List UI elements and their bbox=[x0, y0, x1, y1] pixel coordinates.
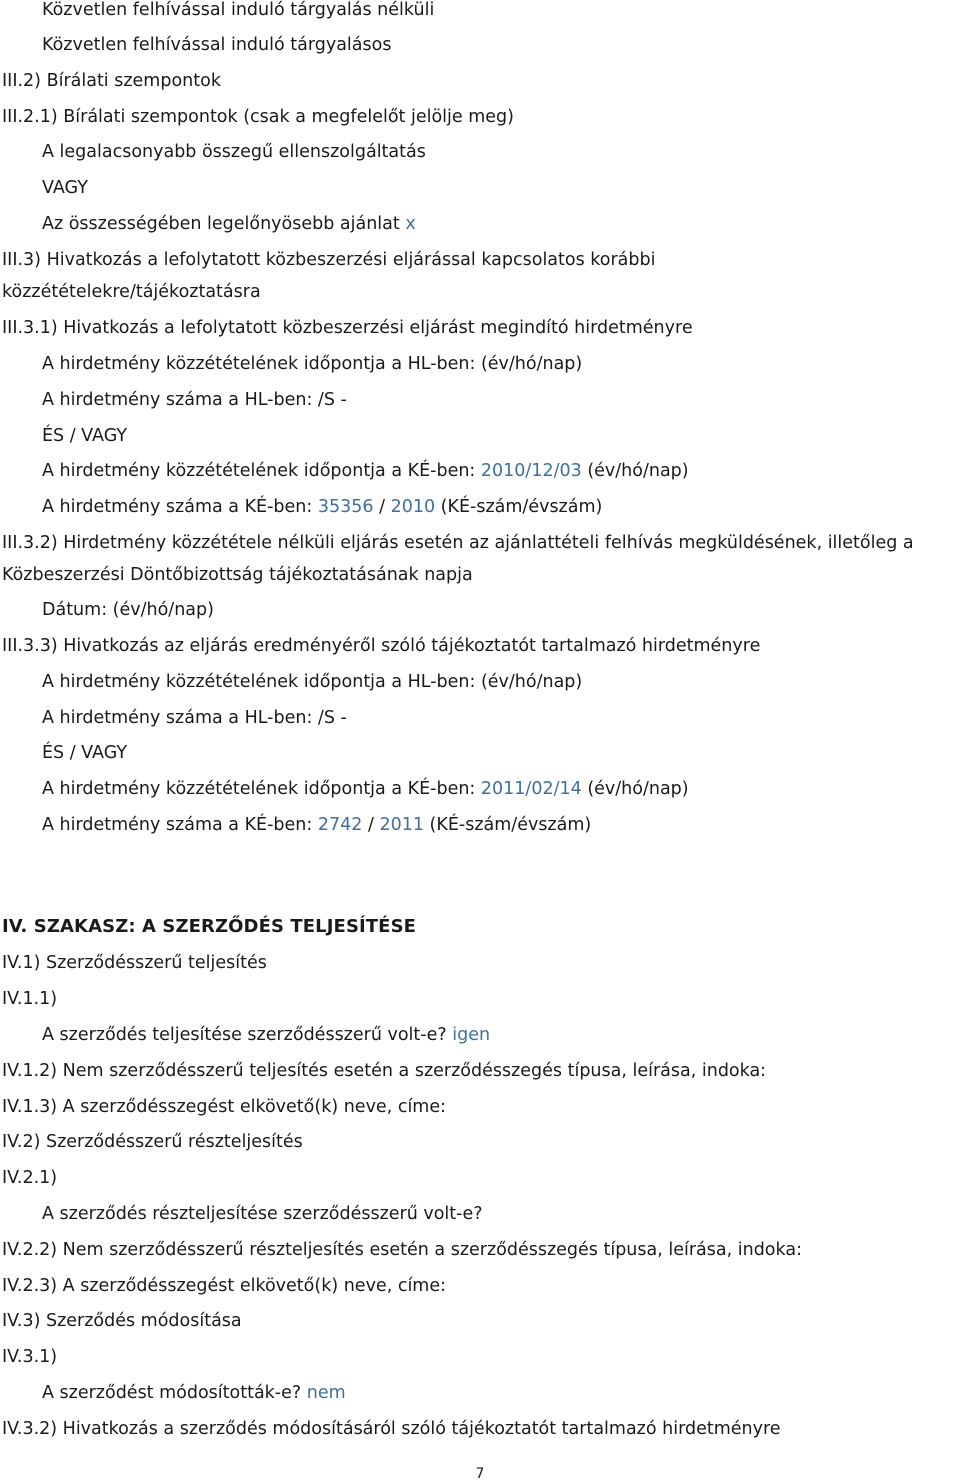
line-text: (KÉ-szám/évszám) bbox=[423, 815, 592, 835]
line-text: IV.2.3) A szerződésszegést elkövető(k) neve, címe: bbox=[2, 1276, 447, 1296]
filled-value: 2011/02/14 bbox=[480, 779, 582, 799]
document-line bbox=[42, 28, 958, 62]
document-line bbox=[42, 665, 958, 699]
line-text: ÉS / VAGY bbox=[42, 743, 128, 763]
document-line bbox=[2, 64, 958, 98]
filled-value: 2742 bbox=[317, 815, 363, 835]
document-line bbox=[2, 526, 958, 560]
line-text: / bbox=[373, 497, 391, 517]
document-line bbox=[2, 946, 958, 980]
line-text: (év/hó/nap) bbox=[581, 779, 689, 799]
line-text: ÉS / VAGY bbox=[42, 426, 128, 446]
document-line bbox=[2, 1340, 958, 1374]
document-line bbox=[2, 629, 958, 663]
document-line bbox=[42, 701, 958, 735]
line-text: IV.3.1) bbox=[2, 1347, 58, 1367]
document-line bbox=[2, 982, 958, 1016]
line-text: III.2) Bírálati szempontok bbox=[2, 71, 221, 91]
line-text: III.3.3) Hivatkozás az eljárás eredményéről szóló tájékoztatót tartalmazó hirdetményre bbox=[2, 636, 761, 656]
document-line bbox=[42, 808, 958, 842]
line-text: (KÉ-szám/évszám) bbox=[435, 497, 603, 517]
line-text: IV.2.1) bbox=[2, 1168, 58, 1188]
line-text: A hirdetmény közzétételének időpontja a KÉ-ben: bbox=[42, 461, 481, 481]
line-text: A szerződés teljesítése szerződésszerű volt-e? bbox=[42, 1025, 453, 1045]
line-text: IV.2.2) Nem szerződésszerű részteljesítés esetén a szerződésszegés típusa, leírása, indoka: bbox=[2, 1240, 802, 1260]
line-text: IV.1) Szerződésszerű teljesítés bbox=[2, 953, 267, 973]
line-text: III.2.1) Bírálati szempontok (csak a megfelelőt jelölje meg) bbox=[2, 107, 514, 127]
document-line bbox=[2, 1412, 958, 1446]
filled-value: 35356 bbox=[317, 497, 374, 517]
document-line bbox=[2, 558, 958, 592]
line-text: Közvetlen felhívással induló tárgyalásos bbox=[42, 35, 392, 55]
document-line bbox=[2, 1304, 958, 1338]
line-text: A hirdetmény száma a HL-ben: /S - bbox=[42, 708, 347, 728]
document-line bbox=[2, 1233, 958, 1267]
line-text: A legalacsonyabb összegű ellenszolgáltatás bbox=[42, 142, 426, 162]
document-line bbox=[42, 0, 958, 27]
document-line bbox=[2, 100, 958, 134]
filled-value: igen bbox=[452, 1025, 491, 1045]
line-text: A hirdetmény száma a HL-ben: /S - bbox=[42, 390, 347, 410]
document-line bbox=[42, 736, 958, 770]
line-text: Közvetlen felhívással induló tárgyalás nélküli bbox=[42, 0, 435, 20]
document-line bbox=[42, 454, 958, 488]
document-line bbox=[42, 772, 958, 806]
document-line bbox=[2, 1269, 958, 1303]
line-text: VAGY bbox=[42, 178, 88, 198]
line-text: A hirdetmény közzétételének időpontja a HL-ben: (év/hó/nap) bbox=[42, 672, 583, 692]
line-text: III.3.2) Hirdetmény közzététele nélküli eljárás esetén az ajánlattételi felhívás megküldésének, illetőleg a bbox=[2, 533, 914, 553]
line-text: A szerződést módosították-e? bbox=[42, 1383, 307, 1403]
line-text: / bbox=[362, 815, 380, 835]
filled-value: x bbox=[405, 214, 416, 234]
line-text: A hirdetmény száma a KÉ-ben: bbox=[42, 815, 318, 835]
line-text: A hirdetmény közzétételének időpontja a HL-ben: (év/hó/nap) bbox=[42, 354, 583, 374]
document-line bbox=[42, 419, 958, 453]
filled-value: 2010/12/03 bbox=[480, 461, 582, 481]
line-text: Közbeszerzési Döntőbizottság tájékoztatásának napja bbox=[2, 565, 473, 585]
document-line bbox=[2, 1054, 958, 1088]
document-line bbox=[42, 135, 958, 169]
document-line bbox=[42, 1018, 958, 1052]
document-line bbox=[42, 207, 958, 241]
document-line bbox=[42, 490, 958, 524]
document-line bbox=[42, 171, 958, 205]
filled-value: 2010 bbox=[390, 497, 436, 517]
section-heading bbox=[2, 910, 958, 944]
document-line bbox=[42, 1376, 958, 1410]
line-text: IV.3.2) Hivatkozás a szerződés módosításáról szóló tájékoztatót tartalmazó hirdetményre bbox=[2, 1419, 781, 1439]
line-text: közzétételekre/tájékoztatásra bbox=[2, 282, 261, 302]
line-text: A hirdetmény közzétételének időpontja a KÉ-ben: bbox=[42, 779, 481, 799]
line-text: IV.1.3) A szerződésszegést elkövető(k) neve, címe: bbox=[2, 1097, 447, 1117]
document-line bbox=[42, 347, 958, 381]
document-line bbox=[2, 275, 958, 309]
line-text: A hirdetmény száma a KÉ-ben: bbox=[42, 497, 318, 517]
line-text: Az összességében legelőnyösebb ajánlat bbox=[42, 214, 406, 234]
line-text: Dátum: (év/hó/nap) bbox=[42, 600, 214, 620]
document-line bbox=[42, 593, 958, 627]
document-line bbox=[42, 383, 958, 417]
document-line bbox=[2, 243, 958, 277]
filled-value: 2011 bbox=[379, 815, 424, 835]
line-text: A szerződés részteljesítése szerződésszerű volt-e? bbox=[42, 1204, 483, 1224]
page-number: 7 bbox=[475, 1466, 485, 1482]
document-line bbox=[2, 1125, 958, 1159]
line-text: III.3) Hivatkozás a lefolytatott közbeszerzési eljárással kapcsolatos korábbi bbox=[2, 250, 656, 270]
document-line bbox=[2, 311, 958, 345]
line-text: IV.3) Szerződés módosítása bbox=[2, 1311, 242, 1331]
line-text: IV.2) Szerződésszerű részteljesítés bbox=[2, 1132, 303, 1152]
document-line bbox=[2, 1161, 958, 1195]
document-line bbox=[2, 1090, 958, 1124]
document-line bbox=[42, 1197, 958, 1231]
line-text: III.3.1) Hivatkozás a lefolytatott közbeszerzési eljárást megindító hirdetményre bbox=[2, 318, 693, 338]
filled-value: nem bbox=[306, 1383, 346, 1403]
line-text: IV.1.2) Nem szerződésszerű teljesítés esetén a szerződésszegés típusa, leírása, indoka: bbox=[2, 1061, 767, 1081]
line-text: IV.1.1) bbox=[2, 989, 58, 1009]
line-text: (év/hó/nap) bbox=[581, 461, 689, 481]
line-text: IV. SZAKASZ: A SZERZŐDÉS TELJESÍTÉSE bbox=[2, 916, 417, 937]
